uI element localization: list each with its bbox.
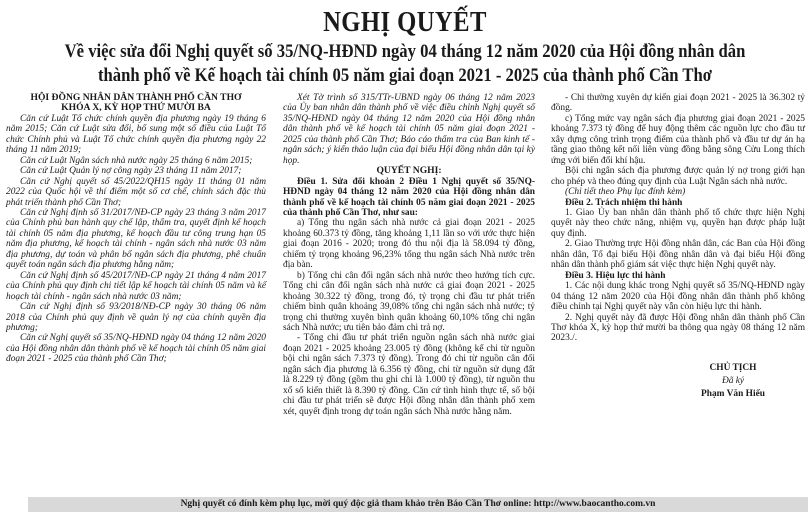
subtitle-line: thành phố về Kế hoạch tài chính 05 năm giai đoạn 2021 - 2025 của thành phố Cần Thơ	[97, 66, 712, 86]
column-left	[6, 93, 266, 365]
article-paragraph: Bội chi ngân sách địa phương được quản lý nợ trong giới hạn cho phép và theo đúng quy định của Luật Ngân sách nhà nước.	[551, 166, 805, 187]
article-1-title: Điều 1. Sửa đổi khoản 2 Điều 1 Nghị quyết số 35/NQ-HĐND ngày 04 tháng 12 năm 2020 của Hội đồng nhân dân thành phố về kế hoạch tài chính 05 năm giai đoạn 2021 - 2025 của thành phố Cần Thơ, như sau:	[283, 176, 535, 218]
preamble-paragraph: Căn cứ Nghị quyết số 45/2022/QH15 ngày 11 tháng 01 năm 2022 của Quốc hội về thí điểm một số cơ chế, chính sách đặc thù phát triển thành phố Cần Thơ;	[6, 176, 266, 208]
column-right	[551, 93, 805, 401]
preamble-paragraph: Căn cứ Luật Quản lý nợ công ngày 23 tháng 11 năm 2017;	[20, 166, 242, 177]
decision-heading: QUYẾT NGHỊ:	[376, 165, 442, 177]
signature-signed: Đã ký	[721, 375, 745, 386]
signature-role: CHỦ TỊCH	[709, 362, 757, 373]
article-paragraph: 2. Giao Thường trực Hội đồng nhân dân, các Ban của Hội đồng nhân dân, Tổ đại biểu Hội đồng nhân dân và đại biểu Hội đồng nhân dân thành phố giám sát việc thực hiện Nghị quyết này.	[551, 239, 805, 271]
preamble-paragraph: Căn cứ Luật Tổ chức chính quyền địa phương ngày 19 tháng 6 năm 2015; Căn cứ Luật sửa đổi, bổ sung một số điều của Luật Tổ chức Chính phủ và Luật Tổ chức chính quyền địa phương ngày 22 tháng 11 năm 2019;	[6, 113, 266, 156]
preamble-paragraph: Căn cứ Nghị định số 31/2017/NĐ-CP ngày 23 tháng 3 năm 2017 của Chính phủ ban hành quy chế lập, thẩm tra, quyết định kế hoạch tài chính 05 năm địa phương, kế hoạch đầu tư công trung hạn 05 năm địa phương, kế hoạch tài chính - ngân sách nhà nước 03 năm địa phương, dự toán và phân bổ ngân sách địa phương, phê chuẩn quyết toán ngân sách địa phương hằng năm;	[6, 207, 266, 271]
preamble-paragraph: Căn cứ Nghị quyết số 35/NQ-HĐND ngày 04 tháng 12 năm 2020 của Hội đồng nhân dân thành phố về kế hoạch tài chính 05 năm giai đoạn 2021 - 2025 của thành phố Cần Thơ;	[6, 333, 266, 365]
article-3-title: Điều 3. Hiệu lực thi hành	[565, 270, 666, 281]
document-title: NGHỊ QUYẾT	[323, 6, 487, 38]
footer-note: Nghị quyết có đính kèm phụ lục, mời quý độc giả tham khảo trên Báo Cần Thơ online: http://www.baocantho.com.vn	[28, 497, 808, 512]
article-paragraph: b) Tổng chi cân đối ngân sách nhà nước theo hướng tích cực. Tổng chi cân đối ngân sách nhà nước cả giai đoạn 2021 - 2025 khoảng 30.322 tỷ đồng, trong đó, tỷ trọng chi đầu tư phát triển chiếm bình quân khoảng 39,08% tổng chi ngân sách nhà nước; tỷ trọng chi thường xuyên bình quân khoảng 60,10% tổng chi ngân sách Nhà nước; ưu tiên bảo đảm chi trả nợ.	[283, 270, 535, 333]
column-middle	[283, 93, 535, 417]
signature-block	[551, 362, 805, 401]
preamble-paragraph: Căn cứ Nghị định số 93/2018/NĐ-CP ngày 30 tháng 06 năm 2018 của Chính phủ quy định về quản lý nợ của chính quyền địa phương;	[6, 302, 266, 333]
article-paragraph: 1. Giao Ủy ban nhân dân thành phố tổ chức thực hiện Nghị quyết này theo chức năng, nhiệm vụ, quyền hạn được pháp luật quy định.	[551, 207, 805, 239]
article-2-title: Điều 2. Trách nhiệm thi hành	[565, 197, 683, 208]
article-paragraph: 1. Các nội dung khác trong Nghị quyết số 35/NQ-HĐND ngày 04 tháng 12 năm 2020 của Hội đồng nhân dân thành phố không điều chỉnh tại Nghị quyết này vẫn còn hiệu lực thi hành.	[551, 281, 805, 313]
signature-name: Phạm Văn Hiếu	[701, 388, 765, 399]
article-paragraph: - Chi thường xuyên dự kiến giai đoạn 2021 - 2025 là 36.302 tỷ đồng.	[551, 93, 805, 114]
article-paragraph: c) Tổng mức vay ngân sách địa phương giai đoạn 2021 - 2025 khoảng 7.373 tỷ đồng để huy động thêm các nguồn lực cho đầu tư xây dựng công trình trọng điểm của thành phố và đầu tư dự án hạ tầng giao thông kết nối liên vùng đồng bằng sông Cửu Long thích ứng với biến đổi khí hậu.	[551, 113, 805, 166]
article-paragraph: - Tổng chi đầu tư phát triển nguồn ngân sách nhà nước giai đoạn 2021 - 2025 khoảng 23.005 tỷ đồng (không kể chi từ nguồn bội chi ngân sách 7.373 tỷ đồng). Trong đó chi từ nguồn cân đối ngân sách địa phương là 6.356 tỷ đồng, chi từ nguồn sử dụng đất là 8.229 tỷ đồng (gồm thu ghi chi là 1.000 tỷ đồng), từ nguồn thu xổ số kiến thiết là 8.390 tỷ đồng. Căn cứ tình hình thực tế, số bội chi đầu tư phát triển sẽ được Hội đồng nhân dân thành phố xem xét, quyết định trong dự toán ngân sách Nhà nước hằng năm.	[283, 333, 535, 417]
subtitle-line: Về việc sửa đổi Nghị quyết số 35/NQ-HĐND ngày 04 tháng 12 năm 2020 của Hội đồng nhân dân	[64, 42, 746, 62]
article-paragraph: a) Tổng thu ngân sách nhà nước cả giai đoạn 2021 - 2025 khoảng 60.373 tỷ đồng, tăng khoảng 1,11 lần so với ước thực hiện giai đoạn 2016 - 2020; trong đó thu nội địa là 58.094 tỷ đồng, chiếm tỷ trọng khoảng 96,23% tổng thu ngân sách Nhà nước trên địa bàn.	[283, 218, 535, 271]
preamble-paragraph: Xét Tờ trình số 315/TTr-UBND ngày 06 tháng 12 năm 2023 của Ủy ban nhân dân thành phố về việc điều chỉnh Nghị quyết số 35/NQ-HĐND ngày 04 tháng 12 năm 2020 của Hội đồng nhân dân thành phố về kế hoạch tài chính 05 năm giai đoạn 2021 - 2025 của thành phố Cần Thơ; Báo cáo thẩm tra của Ban kinh tế - ngân sách; ý kiến thảo luận của đại biểu Hội đồng nhân dân tại kỳ họp.	[283, 93, 535, 166]
preamble-paragraph: Căn cứ Nghị định số 45/2017/NĐ-CP ngày 21 tháng 4 năm 2017 của Chính phủ quy định chi tiết lập kế hoạch tài chính 05 năm và kế hoạch tài chính - ngân sách nhà nước 03 năm;	[6, 270, 266, 302]
appendix-note: (Chi tiết theo Phụ lục đính kèm)	[565, 187, 686, 198]
issuer-line: HỘI ĐỒNG NHÂN DÂN THÀNH PHỐ CẦN THƠ	[30, 92, 242, 103]
document-subtitle	[41, 40, 770, 88]
preamble-paragraph: Căn cứ Luật Ngân sách nhà nước ngày 25 tháng 6 năm 2015;	[20, 155, 253, 166]
issuer-line: KHÓA X, KỲ HỌP THỨ MƯỜI BA	[61, 102, 211, 114]
article-paragraph: 2. Nghị quyết này đã được Hội đồng nhân dân thành phố Cần Thơ khóa X, kỳ họp thứ mười ba thông qua ngày 08 tháng 12 năm 2023./.	[551, 312, 805, 344]
